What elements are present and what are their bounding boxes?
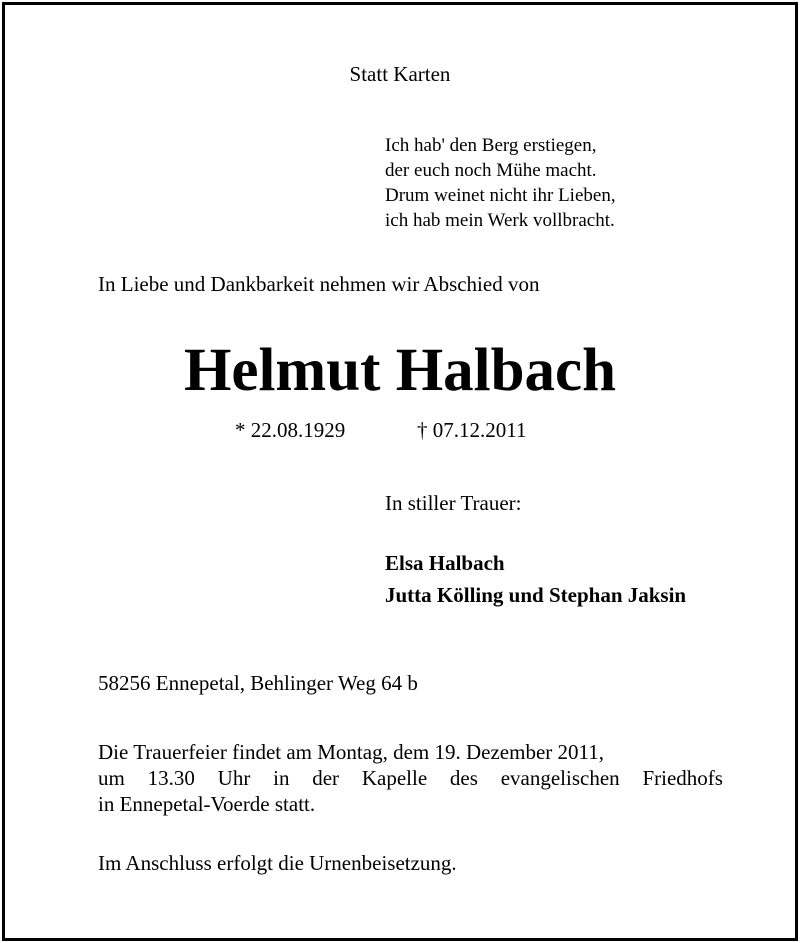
- poem-line: ich hab mein Werk vollbracht.: [385, 210, 615, 231]
- deceased-name: Helmut Halbach: [183, 337, 617, 404]
- mourning-label: In stiller Trauer:: [385, 491, 522, 515]
- intro-text: In Liebe und Dankbarkeit nehmen wir Abschied von: [98, 272, 540, 296]
- ceremony-word: evangelischen: [500, 766, 620, 790]
- ceremony-word: in: [273, 766, 290, 790]
- birth-date: * 22.08.1929: [235, 418, 346, 442]
- header-text: Statt Karten: [349, 62, 451, 86]
- mourner-name: Elsa Halbach: [385, 551, 505, 575]
- mourner-name: Jutta Kölling und Stephan Jaksin: [385, 583, 687, 607]
- poem-line: Drum weinet nicht ihr Lieben,: [385, 185, 616, 206]
- notice-frame: [2, 2, 798, 941]
- mourners-list: [385, 547, 686, 611]
- ceremony-word: Friedhofs: [642, 766, 723, 790]
- burial-text: Im Anschluss erfolgt die Urnenbeisetzung.: [98, 851, 457, 875]
- poem-line: Ich hab' den Berg erstiegen,: [385, 135, 597, 156]
- ceremony-word: um: [98, 766, 125, 790]
- ceremony-line: [98, 765, 723, 791]
- ceremony-line: Die Trauerfeier findet am Montag, dem 19. Dezember 2011,: [98, 740, 604, 764]
- address: 58256 Ennepetal, Behlinger Weg 64 b: [98, 671, 418, 695]
- ceremony-word: der: [312, 766, 340, 790]
- ceremony-word: des: [449, 766, 478, 790]
- ceremony-word: Kapelle: [361, 766, 428, 790]
- ceremony-text: [98, 739, 723, 817]
- ceremony-line: in Ennepetal-Voerde statt.: [98, 792, 316, 816]
- poem: [385, 133, 616, 233]
- poem-line: der euch noch Mühe macht.: [385, 160, 597, 181]
- ceremony-word: Uhr: [217, 766, 251, 790]
- death-date: † 07.12.2011: [417, 418, 527, 442]
- ceremony-word: 13.30: [147, 766, 195, 790]
